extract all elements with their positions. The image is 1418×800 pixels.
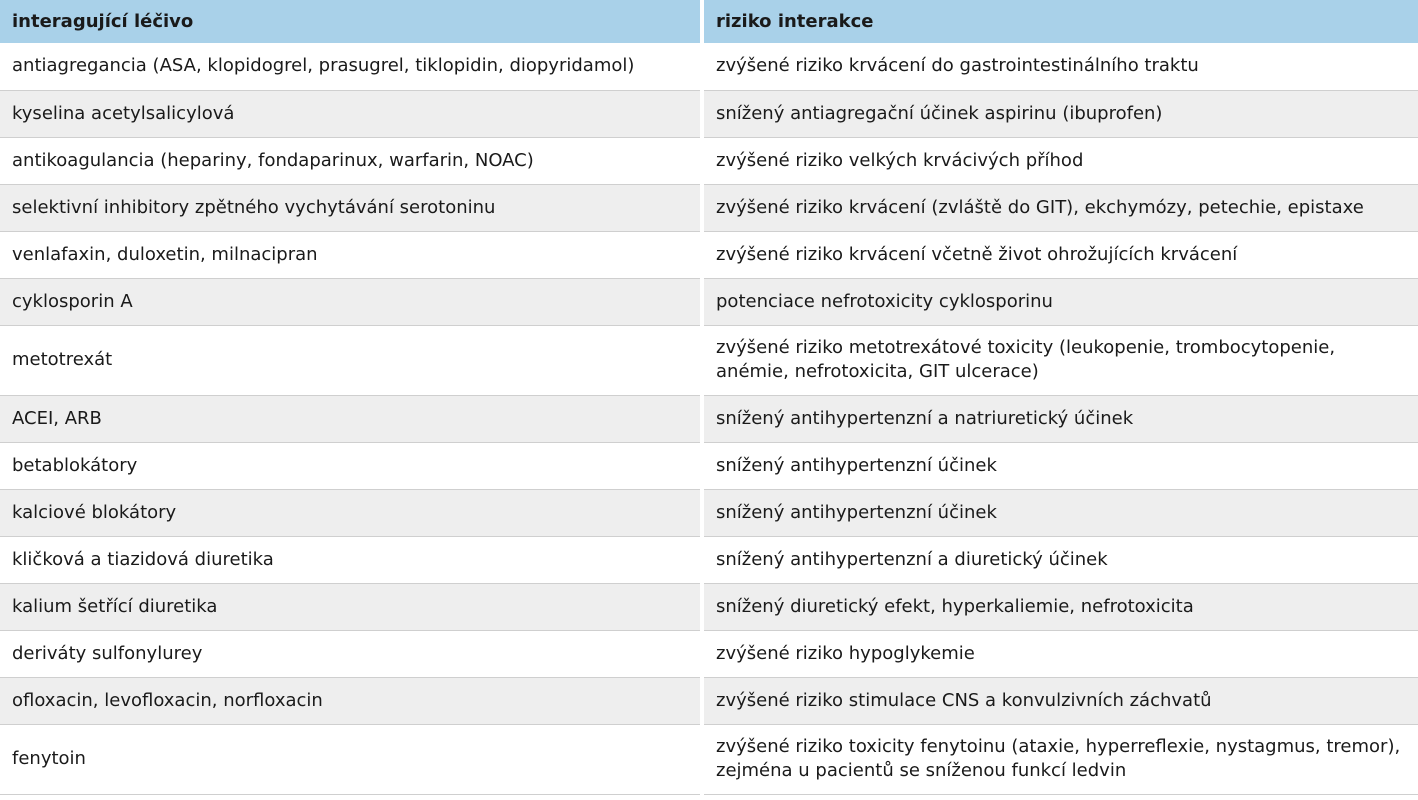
header-row — [0, 0, 1418, 43]
drug-cell: fenytoin — [0, 724, 702, 794]
drug-cell: kalium šetřící diuretika — [0, 583, 702, 630]
drug-cell: selektivní inhibitory zpětného vychytávání serotoninu — [0, 184, 702, 231]
table-row — [0, 137, 1418, 184]
table-row — [0, 583, 1418, 630]
risk-cell: snížený antihypertenzní účinek — [702, 442, 1418, 489]
risk-cell: zvýšené riziko krvácení včetně život ohrožujících krvácení — [702, 231, 1418, 278]
table-row — [0, 630, 1418, 677]
drug-cell: antikoagulancia (hepariny, fondaparinux, warfarin, NOAC) — [0, 137, 702, 184]
header-interaction-risk: riziko interakce — [702, 0, 1418, 43]
table-row — [0, 536, 1418, 583]
table-row — [0, 442, 1418, 489]
drug-cell: cyklosporin A — [0, 278, 702, 325]
risk-cell: zvýšené riziko stimulace CNS a konvulzivních záchvatů — [702, 677, 1418, 724]
risk-cell: zvýšené riziko krvácení (zvláště do GIT), ekchymózy, petechie, epistaxe — [702, 184, 1418, 231]
drug-cell: kyselina acetylsalicylová — [0, 90, 702, 137]
risk-cell: zvýšené riziko metotrexátové toxicity (leukopenie, trombocytopenie, anémie, nefrotoxicita, GIT ulcerace) — [702, 325, 1418, 395]
header-interacting-drug: interagující léčivo — [0, 0, 702, 43]
risk-cell: snížený antiagregační účinek aspirinu (ibuprofen) — [702, 90, 1418, 137]
table-row — [0, 395, 1418, 442]
risk-cell: snížený antihypertenzní účinek — [702, 489, 1418, 536]
risk-cell: snížený antihypertenzní a diuretický účinek — [702, 536, 1418, 583]
drug-cell: ofloxacin, levofloxacin, norfloxacin — [0, 677, 702, 724]
table-row — [0, 325, 1418, 395]
drug-cell: antiagregancia (ASA, klopidogrel, prasugrel, tiklopidin, diopyridamol) — [0, 43, 702, 90]
drug-cell: betablokátory — [0, 442, 702, 489]
drug-cell: deriváty sulfonylurey — [0, 630, 702, 677]
risk-cell: snížený antihypertenzní a natriuretický účinek — [702, 395, 1418, 442]
table-row — [0, 724, 1418, 794]
risk-cell: zvýšené riziko toxicity fenytoinu (ataxie, hyperreflexie, nystagmus, tremor), zejména u pacientů se sníženou funkcí ledvin — [702, 724, 1418, 794]
drug-cell: kličková a tiazidová diuretika — [0, 536, 702, 583]
table-row — [0, 677, 1418, 724]
table-header — [0, 0, 1418, 43]
risk-cell: potenciace nefrotoxicity cyklosporinu — [702, 278, 1418, 325]
table-body — [0, 43, 1418, 794]
drug-cell: venlafaxin, duloxetin, milnacipran — [0, 231, 702, 278]
table-row — [0, 231, 1418, 278]
table-row — [0, 278, 1418, 325]
risk-cell: zvýšené riziko krvácení do gastrointestinálního traktu — [702, 43, 1418, 90]
table-row — [0, 489, 1418, 536]
table-row — [0, 184, 1418, 231]
risk-cell: zvýšené riziko hypoglykemie — [702, 630, 1418, 677]
risk-cell: zvýšené riziko velkých krvácivých příhod — [702, 137, 1418, 184]
table-row — [0, 90, 1418, 137]
drug-cell: kalciové blokátory — [0, 489, 702, 536]
drug-cell: ACEI, ARB — [0, 395, 702, 442]
risk-cell: snížený diuretický efekt, hyperkaliemie, nefrotoxicita — [702, 583, 1418, 630]
drug-cell: metotrexát — [0, 325, 702, 395]
table-row — [0, 43, 1418, 90]
